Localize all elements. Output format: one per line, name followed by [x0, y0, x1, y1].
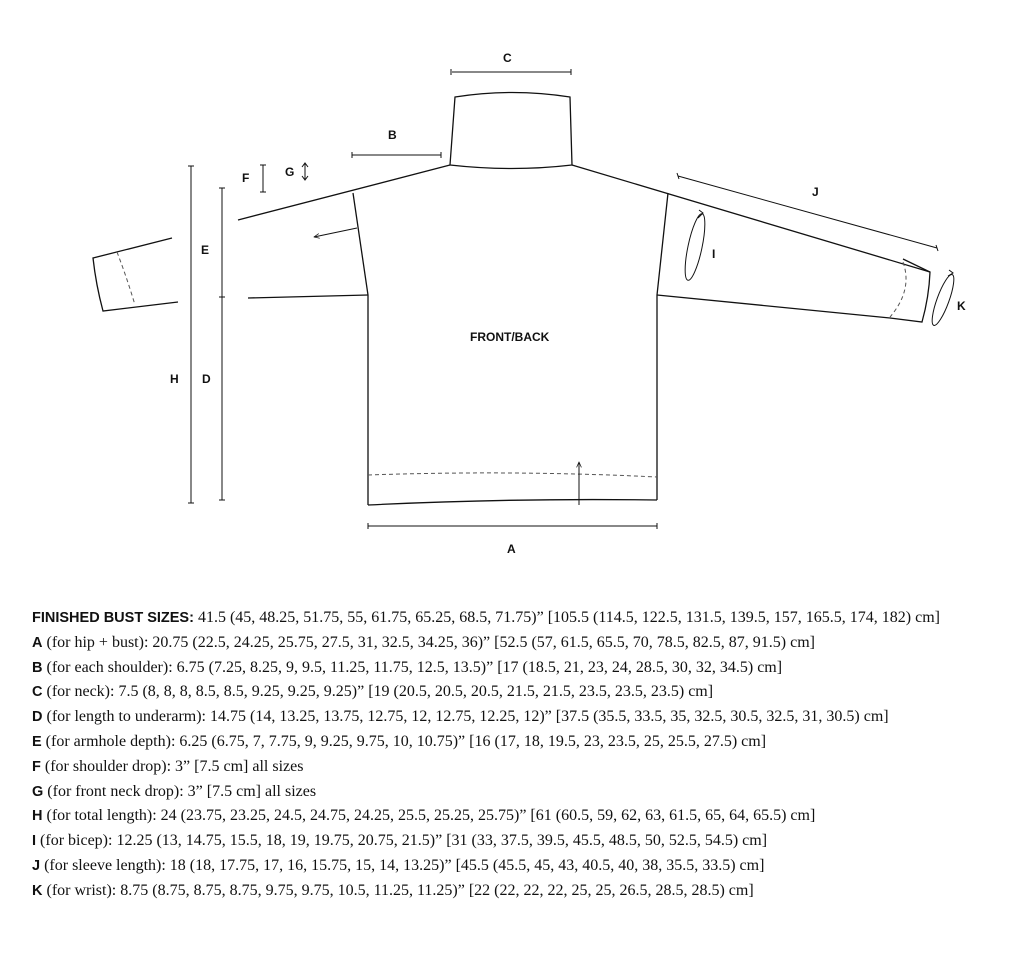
left-cuff [93, 238, 178, 311]
sweater-outline [238, 93, 930, 506]
spec-a [32, 631, 1007, 656]
label-b: B [388, 128, 397, 142]
spec-bust [32, 606, 1007, 631]
spec-text: (for neck): 7.5 (8, 8, 8, 8.5, 8.5, 9.25, 9.25, 9.25)” [19 (20.5, 20.5, 20.5, 21.5, 21.5, 23.5, 23.5, 23.5) cm] [42, 683, 714, 701]
label-e: E [201, 243, 210, 257]
spec-key: K [32, 882, 43, 899]
spec-key: H [32, 808, 43, 825]
measurement-specs [32, 606, 1007, 904]
spec-text: (for sleeve length): 18 (18, 17.75, 17, 16, 15.75, 15, 14, 13.25)” [45.5 (45.5, 45, 43, 40.5, 40, 38, 35.5, 33.5) cm] [40, 856, 765, 874]
spec-text: (for wrist): 8.75 (8.75, 8.75, 8.75, 9.75, 9.75, 10.5, 11.25, 11.25)” [22 (22, 22, 22, 25, 25, 26.5, 28.5, 28.5) cm] [42, 881, 754, 899]
label-d: D [202, 372, 211, 386]
label-g: G [285, 165, 295, 179]
spec-text: (for each shoulder): 6.75 (7.25, 8.25, 9, 9.5, 11.25, 11.75, 12.5, 13.5)” [17 (18.5, 21, 23, 24, 28.5, 30, 32, 34.5) cm] [42, 658, 783, 676]
spec-text: (for length to underarm): 14.75 (14, 13.25, 13.75, 12.75, 12, 12.75, 12.25, 12)” [37.5 (35.5, 33.5, 35, 32.5, 30.5, 32.5, 31, 30.5) cm] [42, 708, 889, 726]
label-k: K [957, 299, 966, 313]
spec-d [32, 705, 1007, 730]
spec-text: (for front neck drop): 3” [7.5 cm] all sizes [43, 782, 317, 800]
spec-key: FINISHED BUST SIZES: [32, 610, 194, 626]
spec-key: A [32, 634, 43, 651]
spec-key: I [32, 833, 37, 850]
spec-key: J [32, 857, 41, 874]
spec-i [32, 829, 1007, 854]
spec-g [32, 780, 1007, 805]
spec-c [32, 680, 1007, 705]
spec-text: (for total length): 24 (23.75, 23.25, 24.5, 24.75, 24.25, 25.5, 25.25, 25.75)” [61 (60.5, 59, 62, 63, 61.5, 65, 64, 65.5) cm] [42, 807, 816, 825]
spec-k [32, 879, 1007, 904]
spec-key: C [32, 684, 43, 701]
label-j: J [812, 185, 819, 199]
label-h: H [170, 372, 179, 386]
measurement-lines [188, 69, 958, 529]
spec-key: D [32, 709, 43, 726]
spec-text: (for shoulder drop): 3” [7.5 cm] all sizes [40, 757, 304, 775]
spec-h [32, 804, 1007, 829]
spec-text: (for armhole depth): 6.25 (6.75, 7, 7.75, 9, 9.25, 9.75, 10, 10.75)” [16 (17, 18, 19.5, 23, 23.5, 25, 25.5, 27.5) cm] [41, 732, 767, 750]
spec-e [32, 730, 1007, 755]
label-c: C [503, 51, 512, 65]
spec-key: F [32, 758, 41, 775]
spec-text: (for bicep): 12.25 (13, 14.75, 15.5, 18, 19, 19.75, 20.75, 21.5)” [31 (33, 37.5, 39.5, 45.5, 48.5, 50, 52.5, 54.5) cm] [36, 832, 768, 850]
spec-key: B [32, 659, 43, 676]
spec-b [32, 656, 1007, 681]
right-cuff [890, 259, 930, 322]
spec-f [32, 755, 1007, 780]
label-f: F [242, 171, 250, 185]
label-i: I [712, 247, 716, 261]
spec-text: 41.5 (45, 48.25, 51.75, 55, 61.75, 65.25, 68.5, 71.75)” [105.5 (114.5, 122.5, 131.5, 139.5, 157, 165.5, 174, 182) cm] [193, 609, 940, 626]
panel-label: FRONT/BACK [470, 330, 550, 344]
label-a: A [507, 542, 516, 556]
spec-key: E [32, 733, 42, 750]
spec-text: (for hip + bust): 20.75 (22.5, 24.25, 25.75, 27.5, 31, 32.5, 34.25, 36)” [52.5 (57, 61.5, 65.5, 70, 78.5, 82.5, 87, 91.5) cm] [42, 633, 815, 651]
spec-key: G [32, 783, 44, 800]
spec-j [32, 854, 1007, 879]
